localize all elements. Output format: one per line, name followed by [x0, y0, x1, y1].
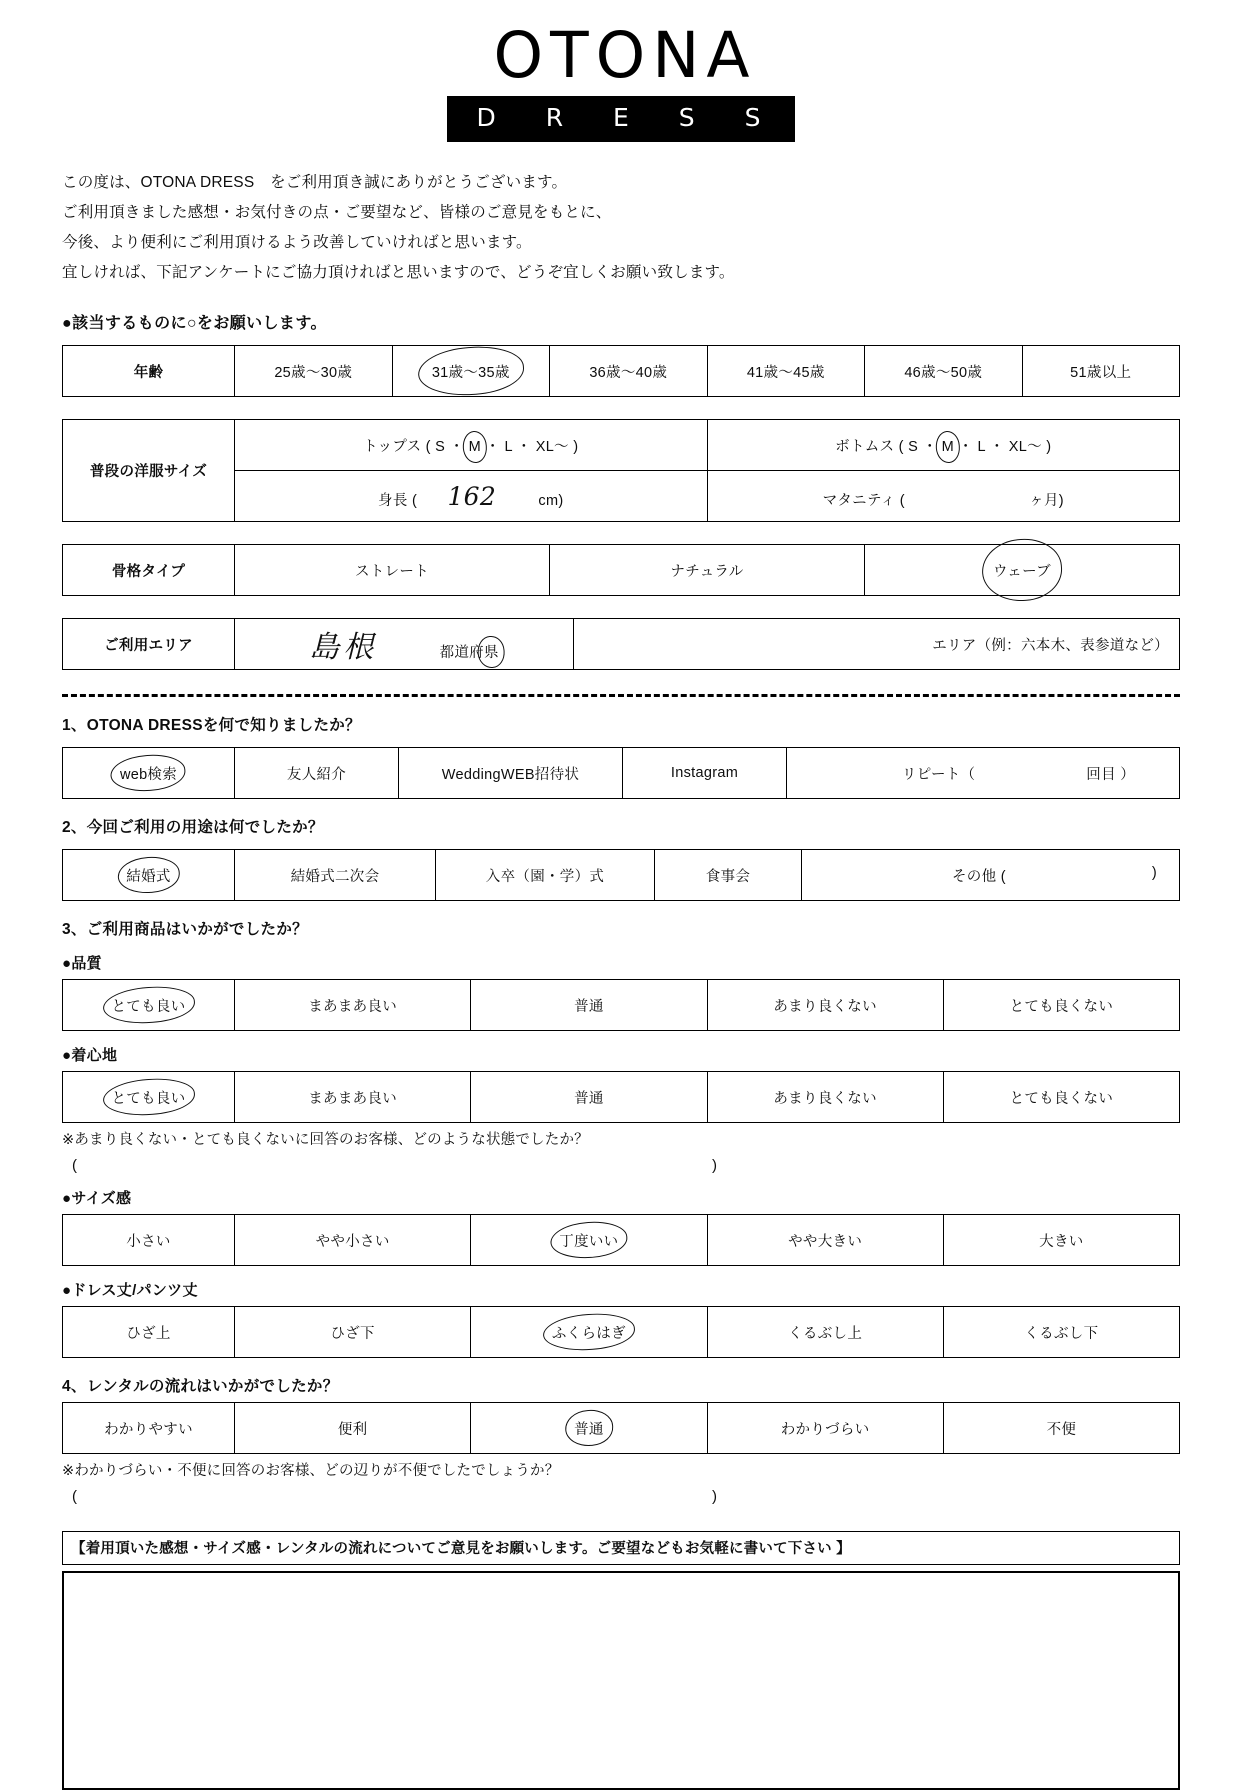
q3-comfort-label: ●着心地: [62, 1047, 118, 1064]
clothing-size-table: [62, 419, 1180, 522]
quality-option-very-good[interactable]: [63, 980, 235, 1031]
comfort-option-normal[interactable]: 普通: [471, 1072, 707, 1123]
q3-length-table: [62, 1306, 1180, 1358]
selected-circle-size-feel: 丁度いい: [559, 1230, 618, 1251]
quality-option-not-very-good[interactable]: あまり良くない: [707, 980, 943, 1031]
area-label: ご利用エリア: [63, 619, 235, 670]
comfort-option-very-good[interactable]: [63, 1072, 235, 1123]
table-row: [63, 619, 1180, 670]
q3-length-label: ●ドレス丈/パンツ丈: [62, 1282, 198, 1299]
quality-option-very-bad[interactable]: とても良くない: [943, 980, 1179, 1031]
table-row: [63, 1072, 1180, 1123]
prefecture-cell[interactable]: [235, 619, 574, 670]
size-option-slightly-large[interactable]: やや大きい: [707, 1215, 943, 1266]
length-option-above-ankle[interactable]: くるぶし上: [707, 1307, 943, 1358]
size-option-just-right[interactable]: [471, 1215, 707, 1266]
comfort-option-not-very-good[interactable]: あまり良くない: [707, 1072, 943, 1123]
q4-table: [62, 1402, 1180, 1454]
flow-option-confusing[interactable]: わかりづらい: [707, 1403, 943, 1454]
q1-option-wedding-web[interactable]: WeddingWEB招待状: [399, 748, 623, 799]
q3-quality-table: [62, 979, 1180, 1031]
bottoms-suffix: ・ L ・ XL〜 ): [958, 438, 1052, 455]
logo-otona-text: OTONA: [493, 19, 757, 92]
q4-title: 4、レンタルの流れはいかがでしたか？: [62, 1378, 339, 1395]
age-label: 年齢: [63, 346, 235, 397]
tops-size-cell[interactable]: [235, 420, 708, 471]
intro-line-2: ご利用頂きました感想・お気付きの点・ご要望など、皆様のご意見をもとに、: [62, 204, 612, 221]
table-row: [63, 980, 1180, 1031]
q3-title: 3、ご利用商品はいかがでしたか？: [62, 921, 308, 938]
tops-prefix: トップス ( S ・: [363, 438, 465, 455]
selected-circle-prefecture: 県: [484, 641, 499, 662]
height-unit: cm): [538, 492, 564, 509]
area-input-cell[interactable]: [574, 619, 1180, 670]
maternity-prefix: マタニティ (: [822, 492, 905, 509]
q2-other-label: その他 (: [952, 868, 1006, 885]
paren-close: ): [712, 1488, 717, 1505]
paren-open: (: [72, 1488, 77, 1505]
area-table: [62, 618, 1180, 670]
body-type-option-wave[interactable]: [865, 545, 1180, 596]
table-row: [63, 748, 1180, 799]
age-option-25-30[interactable]: 25歳〜30歳: [235, 346, 393, 397]
selected-circle-q1: web検索: [120, 763, 177, 784]
body-type-label: 骨格タイプ: [63, 545, 235, 596]
age-option-31-35[interactable]: [392, 346, 550, 397]
selected-circle-length: ふくらはぎ: [552, 1322, 626, 1343]
maternity-value: [909, 482, 1029, 511]
prefecture-handwritten-value: 島根: [309, 630, 378, 665]
paren-close: ): [712, 1157, 717, 1174]
table-row: [63, 1307, 1180, 1358]
selected-circle-comfort: とても良い: [112, 1087, 186, 1108]
free-comment-box[interactable]: [62, 1571, 1180, 1790]
table-row: [63, 420, 1180, 471]
length-option-above-knee[interactable]: ひざ上: [63, 1307, 235, 1358]
q4-note: ※わかりづらい・不便に回答のお客様、どの辺りが不便でしたでしょうか？: [62, 1463, 560, 1479]
selected-circle-body-type: ウェーブ: [993, 560, 1051, 581]
table-row: [63, 1403, 1180, 1454]
length-option-below-knee[interactable]: ひざ下: [235, 1307, 471, 1358]
table-row: [63, 346, 1180, 397]
free-comment-title: 【着用頂いた感想・サイズ感・レンタルの流れについてご意見をお願いします。ご要望などもお気軽に書いて下さい 】: [62, 1531, 1180, 1565]
comfort-option-very-bad[interactable]: とても良くない: [943, 1072, 1179, 1123]
intro-line-1: この度は、OTONA DRESS をご利用頂き誠にありがとうございます。: [62, 174, 568, 191]
logo-dress-text: D R E S S: [447, 96, 796, 142]
table-row: [63, 1215, 1180, 1266]
selected-circle-tops: M: [468, 438, 481, 455]
table-row: [63, 850, 1180, 901]
length-option-below-ankle[interactable]: くるぶし下: [943, 1307, 1179, 1358]
selected-circle-q2: 結婚式: [126, 865, 170, 886]
q1-title: 1、OTONA DRESSを何で知りましたか？: [62, 717, 361, 734]
body-type-table: [62, 544, 1180, 596]
bottoms-prefix: ボトムス ( S ・: [835, 438, 938, 455]
length-option-calf[interactable]: [471, 1307, 707, 1358]
size-option-large[interactable]: 大きい: [943, 1215, 1179, 1266]
selected-circle-quality: とても良い: [112, 995, 186, 1016]
q3-size-feel-table: [62, 1214, 1180, 1266]
q1-table: [62, 747, 1180, 799]
q2-option-other[interactable]: [802, 850, 1180, 901]
table-row: [63, 545, 1180, 596]
q2-table: [62, 849, 1180, 901]
q1-repeat-suffix: 回目 ）: [1086, 766, 1135, 783]
selected-circle-q4: 普通: [574, 1418, 604, 1439]
dashed-divider: [62, 694, 1180, 697]
q2-option-after-party[interactable]: 結婚式二次会: [235, 850, 436, 901]
q2-option-wedding[interactable]: [63, 850, 235, 901]
q3-comfort-answer-field[interactable]: [62, 1157, 717, 1174]
clothing-size-label: 普段の洋服サイズ: [63, 420, 235, 522]
intro-line-3: 今後、より便利にご利用頂けるよう改善していければと思います。: [62, 234, 532, 251]
q4-answer-field[interactable]: [62, 1488, 717, 1505]
paren-open: (: [72, 1157, 77, 1174]
size-option-small[interactable]: 小さい: [63, 1215, 235, 1266]
q2-title: 2、今回ご利用の用途は何でしたか？: [62, 819, 324, 836]
section-lead: ●該当するものに○をお願いします。: [62, 315, 327, 332]
brand-logo: [62, 0, 1180, 142]
age-option-46-50[interactable]: 46歳〜50歳: [865, 346, 1023, 397]
tops-suffix: ・ L ・ XL〜 ): [485, 438, 579, 455]
selected-circle-bottoms: M: [941, 438, 954, 455]
q1-option-repeat[interactable]: [787, 748, 1180, 799]
area-hint: エリア（例：六本木、表参道など）: [932, 637, 1169, 654]
height-prefix: 身長 (: [378, 492, 418, 509]
quality-option-fairly-good[interactable]: まあまあ良い: [235, 980, 471, 1031]
quality-option-normal[interactable]: 普通: [471, 980, 707, 1031]
selected-circle-age: 31歳〜35歳: [432, 361, 510, 382]
q1-option-friend[interactable]: 友人紹介: [235, 748, 399, 799]
comfort-option-fairly-good[interactable]: まあまあ良い: [235, 1072, 471, 1123]
flow-option-easy[interactable]: わかりやすい: [63, 1403, 235, 1454]
flow-option-inconvenient[interactable]: 不便: [943, 1403, 1179, 1454]
q3-size-feel-label: ●サイズ感: [62, 1190, 132, 1207]
intro-paragraph: [62, 168, 1180, 288]
height-cell[interactable]: [235, 471, 708, 522]
q2-option-ceremony[interactable]: 入卒（園・学）式: [436, 850, 655, 901]
q2-option-dinner[interactable]: 食事会: [655, 850, 802, 901]
q1-repeat-label: リピート（: [901, 766, 976, 783]
body-type-option-straight[interactable]: ストレート: [235, 545, 550, 596]
age-table: [62, 345, 1180, 397]
q3-comfort-table: [62, 1071, 1180, 1123]
size-option-slightly-small[interactable]: やや小さい: [235, 1215, 471, 1266]
maternity-unit: ヶ月): [1029, 492, 1064, 509]
age-option-51-plus[interactable]: 51歳以上: [1022, 346, 1180, 397]
q1-option-instagram[interactable]: Instagram: [623, 748, 787, 799]
age-option-36-40[interactable]: 36歳〜40歳: [550, 346, 708, 397]
q3-comfort-note: ※あまり良くない・とても良くないに回答のお客様、どのような状態でしたか？: [62, 1132, 589, 1148]
q2-other-suffix: ): [1151, 864, 1157, 881]
flow-option-convenient[interactable]: 便利: [235, 1403, 471, 1454]
bottoms-size-cell[interactable]: [707, 420, 1180, 471]
body-type-option-natural[interactable]: ナチュラル: [550, 545, 865, 596]
intro-line-4: 宜しければ、下記アンケートにご協力頂ければと思いますので、どうぞ宜しくお願い致します。: [62, 264, 735, 281]
q1-option-web-search[interactable]: [63, 748, 235, 799]
age-option-41-45[interactable]: 41歳〜45歳: [707, 346, 865, 397]
prefecture-suffix-label: 都道府県: [382, 645, 499, 661]
maternity-cell[interactable]: [707, 471, 1180, 522]
q3-quality-label: ●品質: [62, 955, 102, 972]
flow-option-normal[interactable]: [471, 1403, 707, 1454]
height-handwritten-value: 162: [447, 481, 497, 511]
